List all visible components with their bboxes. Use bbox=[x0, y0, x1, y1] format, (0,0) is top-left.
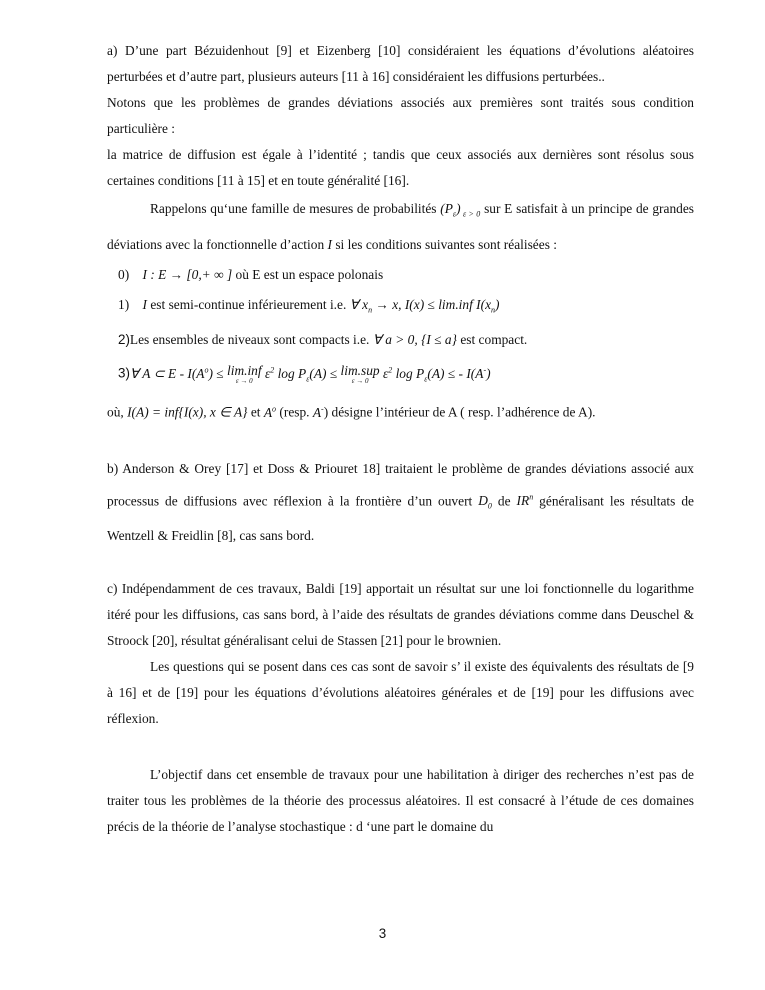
math-cond0: I : E → [0,+ ∞ ] bbox=[142, 266, 233, 282]
condition-2: 2)Les ensembles de niveaux sont compacts i.e. ∀ a > 0, {I ≤ a} est compact. bbox=[118, 332, 528, 348]
condition-1: 1) I est semi-continue inférieurement i.e. ∀ $x_n \to x$, I(x) ≤ lim.inf $I(x_n)$ bbox=[118, 296, 500, 315]
page-number: 3 bbox=[378, 926, 387, 941]
math-cond1: ∀ $x_n \to x$, I(x) ≤ lim.inf $I(x_n)$ bbox=[349, 296, 500, 315]
math-space: $IR^n$ bbox=[516, 492, 534, 509]
math-cond2: ∀ a > 0, {I ≤ a} bbox=[372, 332, 457, 348]
paragraph-a-intro: a) D’une part Bézuidenhout [9] et Eizenberg [10] considéraient les équations d’évolutions aléatoires perturbées et d’autre part, plusieurs auteurs [11 à 16] considéraient les diffusions perturbées.. bbox=[107, 43, 694, 84]
paragraph-b: b) Anderson & Orey [17] et Doss & Priouret 18] traitaient le problème de grandes déviations associé aux processus de diffusions avec réflexion à la frontière d’un ouvert $D_0$ de $IR^n$ généralisant les résultats de Wentzell & Freidlin [8], cas sans bord. bbox=[107, 460, 694, 544]
paragraph-a-matrice: la matrice de diffusion est égale à l’identité ; tandis que ceux associés aux dernières sont résolus sous certaines conditions [11 à 15] et en toute généralité [16]. bbox=[107, 147, 694, 188]
condition-3: 3)∀ A ⊂ $E - I(A^o) \le \lim.inf$ ε → 0 $\varepsilon^2$ $\log P_\varepsilon(A) \le \lim.sup$ ε → 0 $\varepsilon^2$ $\log P_\varepsilon(A)$ ≤ - I(A-) bbox=[118, 362, 491, 385]
paragraph-a-notons: Notons que les problèmes de grandes déviations associés aux premières sont traités sous condition particulière : bbox=[107, 95, 694, 136]
math-family: $(P_\varepsilon)$ $_{\varepsilon > 0}$ bbox=[440, 201, 481, 219]
paragraph-objectif: L’objectif dans cet ensemble de travaux pour une habilitation à diriger des recherches n’est pas de traiter tous les problèmes de la théorie des processus aléatoires. Il est consacré à l’étude de ces domaines précis de la théorie de l’analyse stochastique : d ‘une part le domaine du bbox=[107, 767, 694, 835]
paragraph-c: c) Indépendamment de ces travaux, Baldi [19] apportait un résultat sur une loi fonctionnelle du logarithme itéré pour les diffusions, cas sans bord, à l’aide des résultats de grandes déviations comme dans Deuschel & Stroock [20], résultat généralisant celui de Stassen [21] pour le brownien. bbox=[107, 581, 694, 649]
definition-line: où, I(A) = inf{I(x), x ∈ A} et $A^o$ (resp. A-) désigne l’intérieur de A ( resp. l’adhérence de A). bbox=[107, 404, 596, 420]
document-body bbox=[107, 38, 694, 840]
paragraph-rappel: Rappelons qu‘une famille de mesures de probabilités $(P_\varepsilon)$ $_{\varepsilon > 0}$ sur E satisfait à un principe de grandes déviations avec la fonctionnelle d’action I si les conditions suivantes sont réalisées : bbox=[107, 201, 694, 252]
condition-0: 0) I : E → [0,+ ∞ ] où E est un espace polonais bbox=[118, 266, 384, 282]
math-cond3: ∀ A ⊂ $E - I(A^o) \le \lim.inf$ ε → 0 $\varepsilon^2$ $\log P_\varepsilon(A) \le \lim.sup$ ε → 0 $\varepsilon^2$ $\log P_\varepsilon(A)$ ≤ - I(A-) bbox=[129, 362, 491, 385]
paragraph-questions: Les questions qui se posent dans ces cas sont de savoir s’ il existe des équivalents des résultats de [9 à 16] et de [19] pour les équations d’évolutions aléatoires générales et de [19] pour les diffusions avec réflexion. bbox=[107, 659, 694, 727]
math-domain: $D_0$ bbox=[478, 493, 492, 512]
math-def: I(A) = inf{I(x), x ∈ A} bbox=[127, 404, 248, 420]
